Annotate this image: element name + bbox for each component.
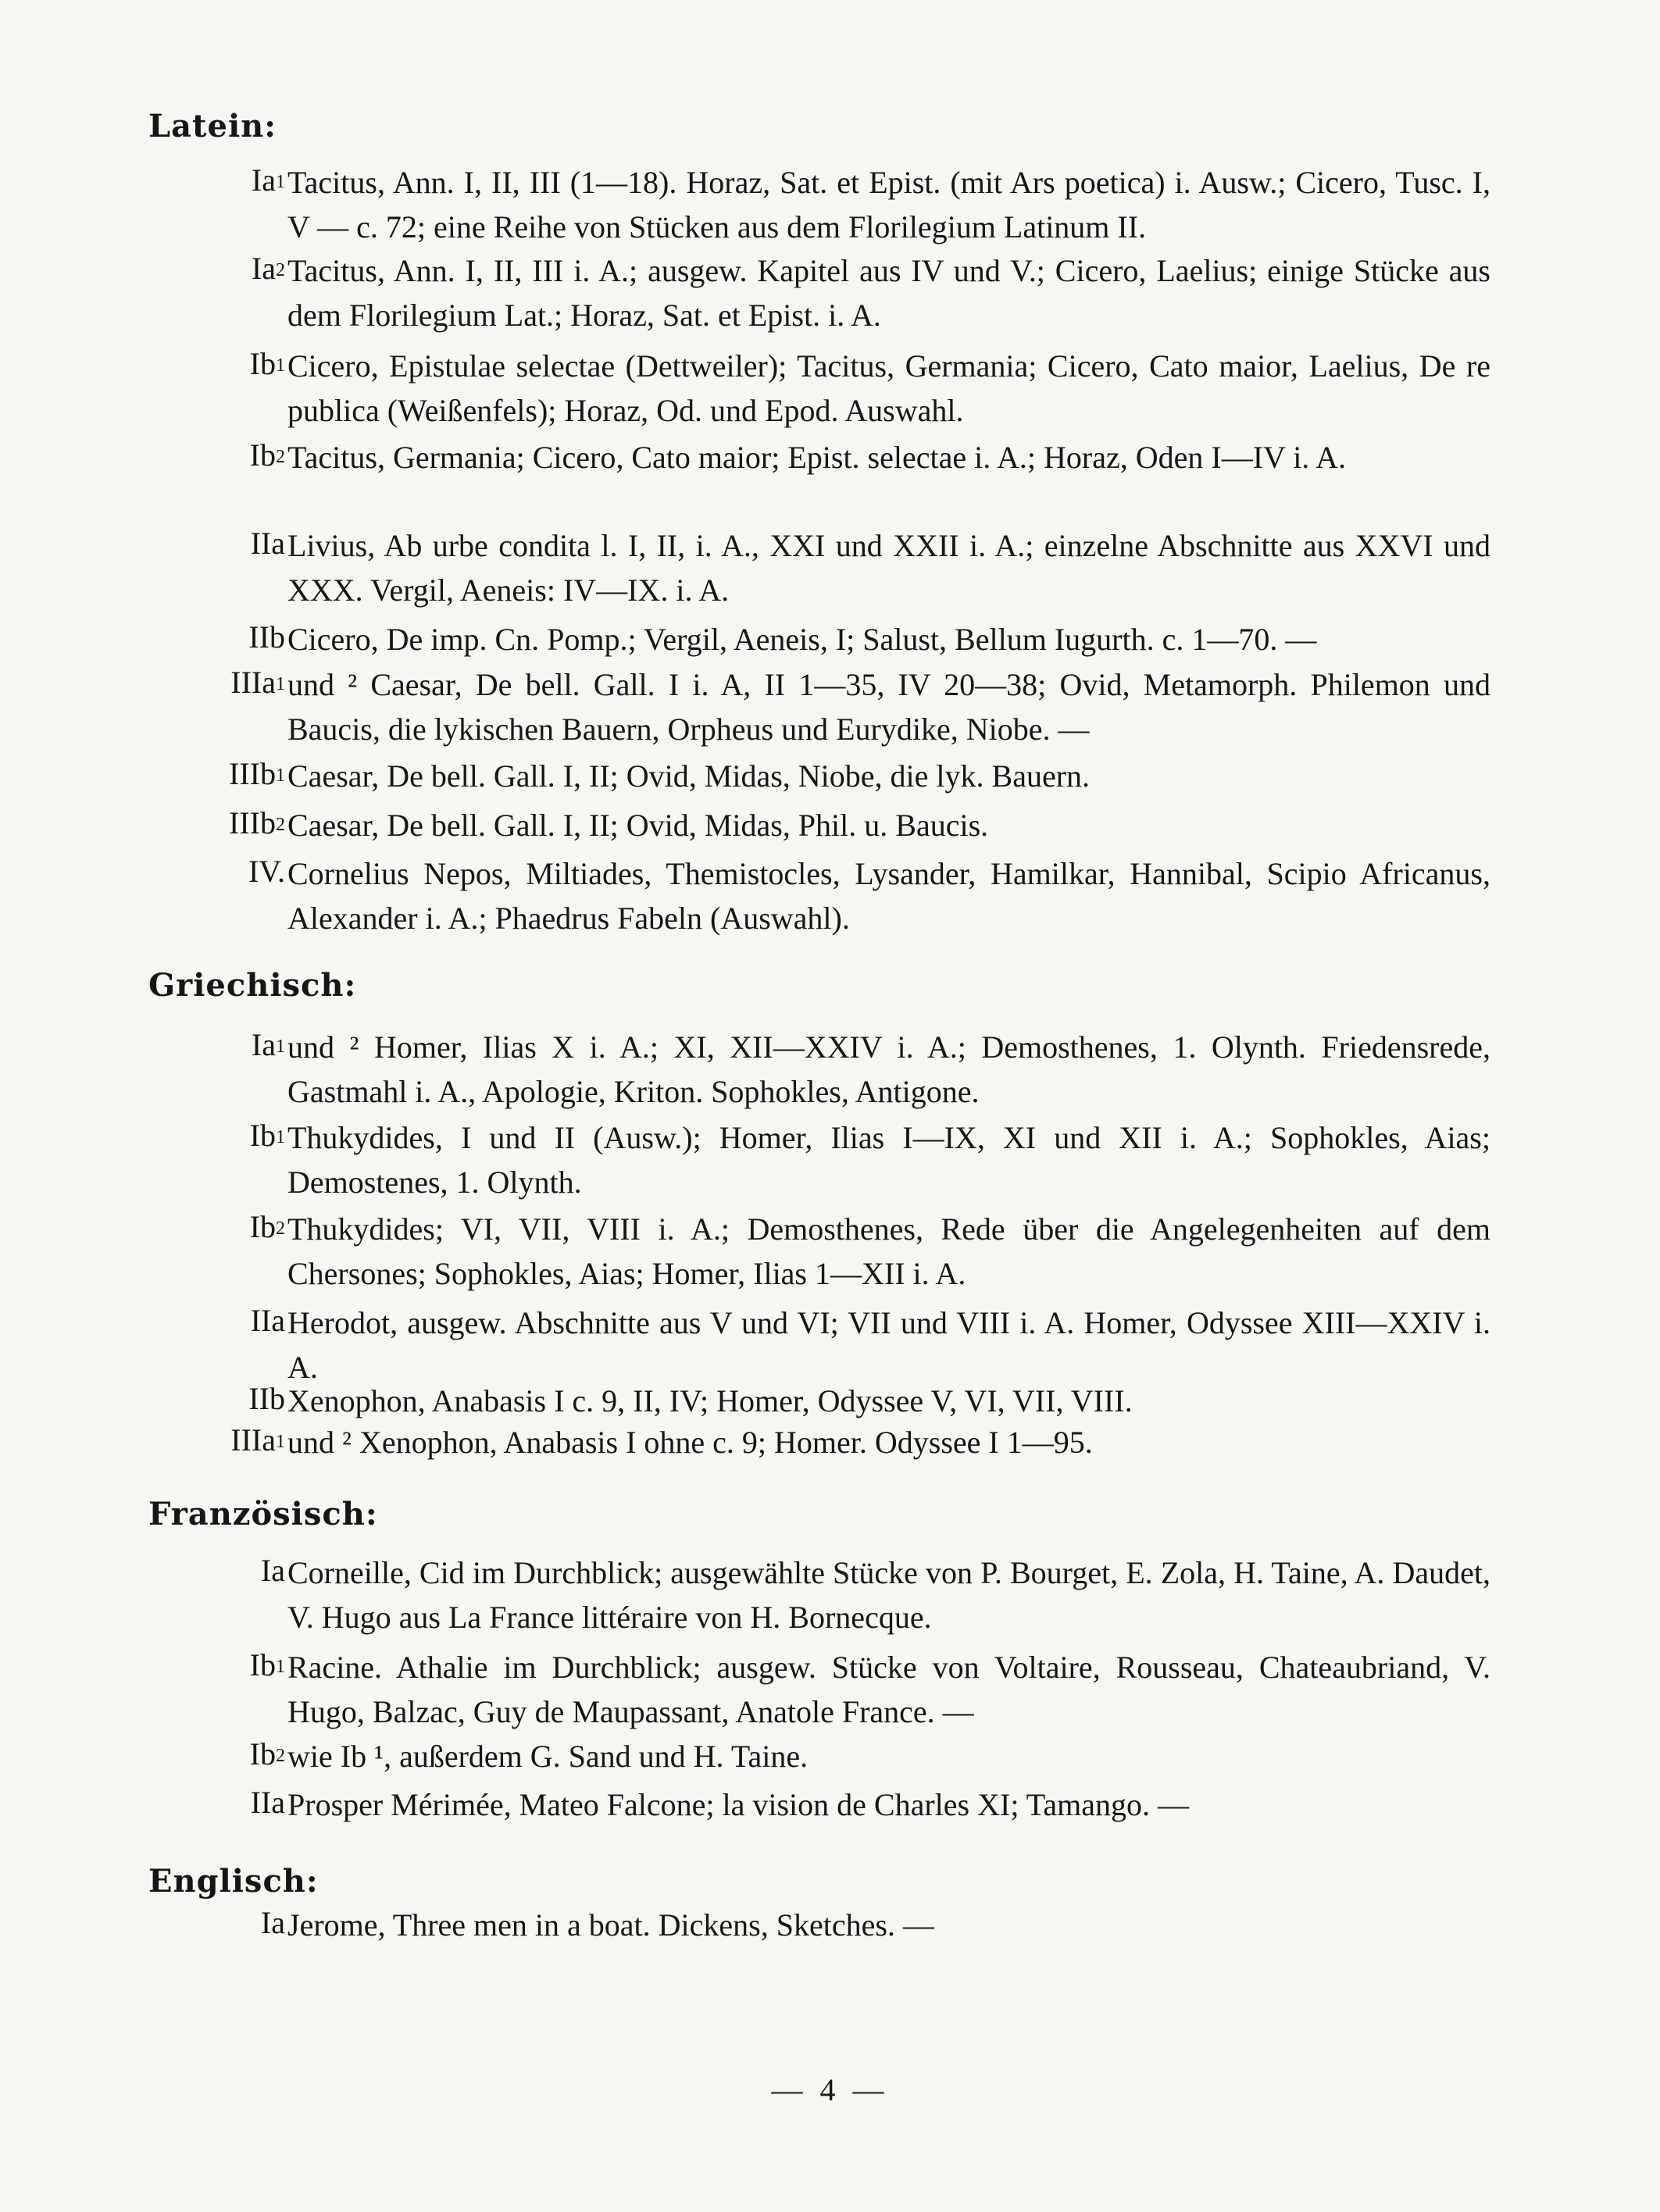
class-label: IIa: [250, 526, 285, 561]
class-label: IIIb$^1$: [229, 756, 285, 791]
class-label: IIa: [250, 1785, 285, 1820]
entry-text: Cicero, De imp. Cn. Pomp.; Vergil, Aeneis, I; Salust, Bellum Iugurth. c. 1—70. —: [287, 622, 1317, 657]
class-label: IIa: [250, 1303, 285, 1338]
class-label: IIb: [248, 619, 285, 655]
class-label: IIIb$^2$: [229, 805, 285, 840]
class-label: Ib$^1$: [249, 346, 285, 381]
class-label: Ib$^2$: [249, 437, 285, 473]
entry-text: Cornelius Nepos, Miltiades, Themistocles, Lysander, Hamilkar, Hannibal, Scipio Africanus, Alexander i. A.; Phaedrus Fabeln (Auswahl).: [287, 856, 1490, 936]
class-label: IIb: [248, 1381, 285, 1416]
entry-text: Caesar, De bell. Gall. I, II; Ovid, Midas, Niobe, die lyk. Bauern.: [287, 758, 1091, 794]
class-label: IIIa$^1$: [230, 1422, 285, 1457]
class-label: Ia: [260, 1905, 285, 1940]
class-label: Ib$^1$: [249, 1647, 285, 1682]
entry-text: Thukydides; VI, VII, VIII i. A.; Demosthenes, Rede über die Angelegenheiten auf dem Chersones; Sophokles, Aias; Homer, Ilias 1—XII i. A.: [287, 1211, 1490, 1291]
section-title-latin: Latein:: [148, 108, 277, 144]
entry-text: Tacitus, Ann. I, II, III (1—18). Horaz, Sat. et Epist. (mit Ars poetica) i. Ausw.; Cicero, Tusc. I, V — c. 72; eine Reihe von Stücken aus dem Florilegium Latinum II.: [287, 165, 1490, 244]
entry-text: und ² Xenophon, Anabasis I ohne c. 9; Homer. Odyssee I 1—95.: [287, 1425, 1093, 1460]
entry-text: wie Ib ¹, außerdem G. Sand und H. Taine.: [287, 1739, 809, 1774]
entry-text: Tacitus, Ann. I, II, III i. A.; ausgew. Kapitel aus IV und V.; Cicero, Laelius; einige Stücke aus dem Florilegium Lat.; Horaz, Sat. et Epist. i. A.: [287, 253, 1490, 333]
entry-text: Herodot, ausgew. Abschnitte aus V und VI; VII und VIII i. A. Homer, Odyssee XIII—XXIV i. A.: [287, 1305, 1490, 1385]
class-label: IV.: [248, 854, 285, 889]
entry-text: Corneille, Cid im Durchblick; ausgewählte Stücke von P. Bourget, E. Zola, H. Taine, A. Daudet, V. Hugo aus La France littéraire von H. Bornecque.: [287, 1555, 1490, 1635]
class-label: Ib$^2$: [249, 1736, 285, 1771]
section-title-english: Englisch:: [148, 1863, 319, 1900]
entry-text: Xenophon, Anabasis I c. 9, II, IV; Homer, Odyssee V, VI, VII, VIII.: [287, 1383, 1133, 1418]
entry-text: Prosper Mérimée, Mateo Falcone; la vision de Charles XI; Tamango. —: [287, 1787, 1189, 1822]
section-title-greek: Griechisch:: [148, 967, 357, 1004]
class-label: Ia$^1$: [251, 1027, 285, 1062]
class-label: Ib$^2$: [249, 1209, 285, 1244]
section-title-french: Französisch:: [148, 1496, 378, 1532]
class-label: IIIa$^1$: [230, 665, 285, 700]
class-label: Ia$^2$: [251, 251, 285, 286]
entry-text: Caesar, De bell. Gall. I, II; Ovid, Midas, Phil. u. Baucis.: [287, 808, 989, 843]
entry-text: Jerome, Three men in a boat. Dickens, Sketches. —: [287, 1907, 934, 1943]
entry-text: und ² Caesar, De bell. Gall. I i. A, II 1—35, IV 20—38; Ovid, Metamorph. Philemon und Baucis, die lykischen Bauern, Orpheus und Eurydike, Niobe. —: [287, 667, 1490, 747]
entry-text: Racine. Athalie im Durchblick; ausgew. Stücke von Voltaire, Rousseau, Chateaubriand, V. Hugo, Balzac, Guy de Maupassant, Anatole France. —: [287, 1650, 1490, 1729]
entry-text: Tacitus, Germania; Cicero, Cato maior; Epist. selectae i. A.; Horaz, Oden I—IV i. A.: [287, 440, 1346, 475]
entry-text: und ² Homer, Ilias X i. A.; XI, XII—XXIV i. A.; Demosthenes, 1. Olynth. Friedensrede, Gastmahl i. A., Apologie, Kriton. Sophokles, Antigone.: [287, 1029, 1490, 1109]
entry-text: Livius, Ab urbe condita l. I, II, i. A., XXI und XXII i. A.; einzelne Abschnitte aus XXVI und XXX. Vergil, Aeneis: IV—IX. i. A.: [287, 528, 1490, 608]
class-label: Ia$^1$: [251, 162, 285, 198]
entry-text: Cicero, Epistulae selectae (Dettweiler); Tacitus, Germania; Cicero, Cato maior, Laelius, De re publica (Weißenfels); Horaz, Od. und Epod. Auswahl.: [287, 348, 1490, 428]
entry-text: Thukydides, I und II (Ausw.); Homer, Ilias I—IX, XI und XII i. A.; Sophokles, Aias; Demostenes, 1. Olynth.: [287, 1120, 1490, 1200]
class-label: Ia: [260, 1553, 285, 1588]
page-number: — 4 —: [771, 2072, 889, 2107]
class-label: Ib$^1$: [249, 1118, 285, 1153]
